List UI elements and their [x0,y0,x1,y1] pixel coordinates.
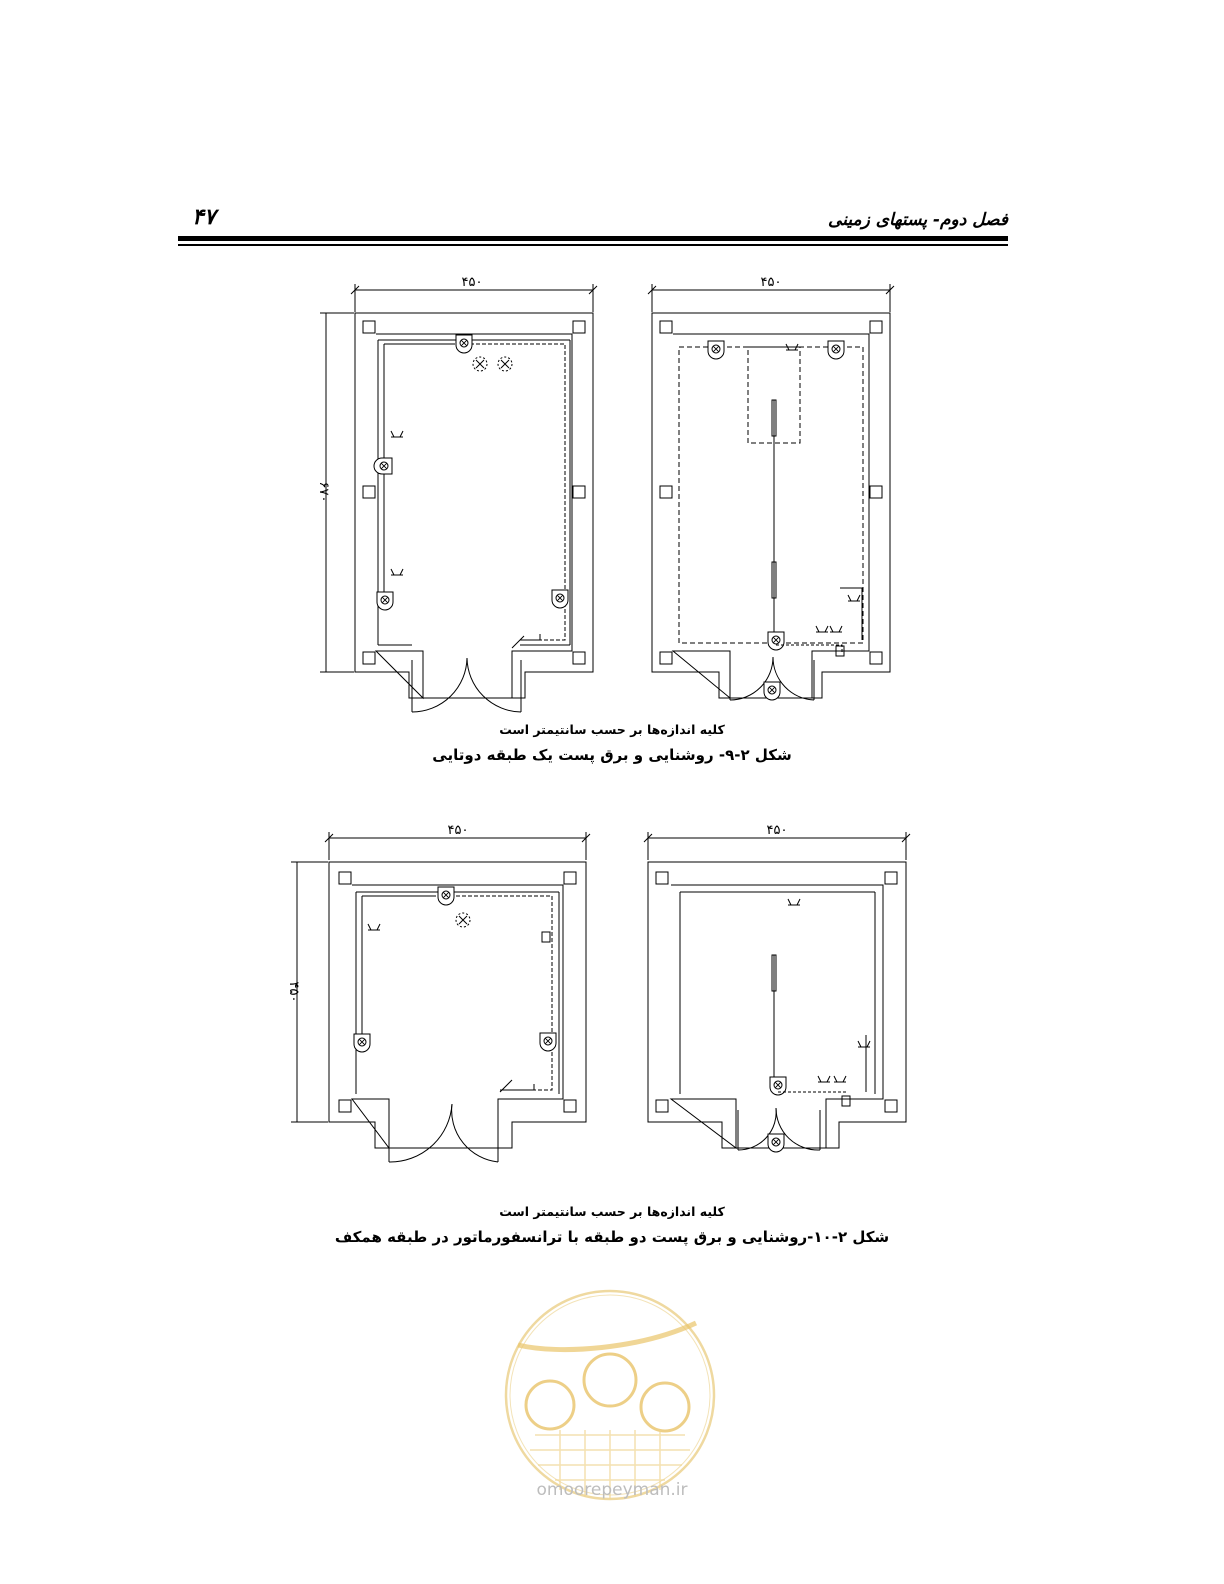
fig1-left-width-dim: ۴۵۰ [461,275,483,290]
plan-2-right [644,832,910,1152]
chapter-title: فصل دوم- پستهای زمینی [828,210,1008,230]
watermark-logo [500,1285,720,1505]
plan-2-left [291,832,590,1162]
fig2-height-dim: ۴۵۰ [286,981,301,1003]
plan-1-right [648,284,894,700]
plan-1-left [320,284,597,712]
fig2-left-width-dim: ۴۵۰ [447,823,469,838]
figure2-note: کلیه اندازه‌ها بر حسب سانتیمتر است [499,1204,725,1219]
figure1-title: شکل ۲-۹- روشنایی و برق پست یک طبقه دوتایی [432,746,792,764]
figure2-title: شکل ۲-۱۰-روشنایی و برق پست دو طبقه با ترانسفورماتور در طبقه همکف [334,1228,890,1246]
figure1-note: کلیه اندازه‌ها بر حسب سانتیمتر است [499,722,725,737]
fig2-right-width-dim: ۴۵۰ [766,823,788,838]
watermark-url: omoorepeyman.ir [536,1480,688,1500]
page-number: ۴۷ [192,204,216,230]
fig1-height-dim: ۶۷۰ [316,481,331,503]
fig1-right-width-dim: ۴۵۰ [760,275,782,290]
